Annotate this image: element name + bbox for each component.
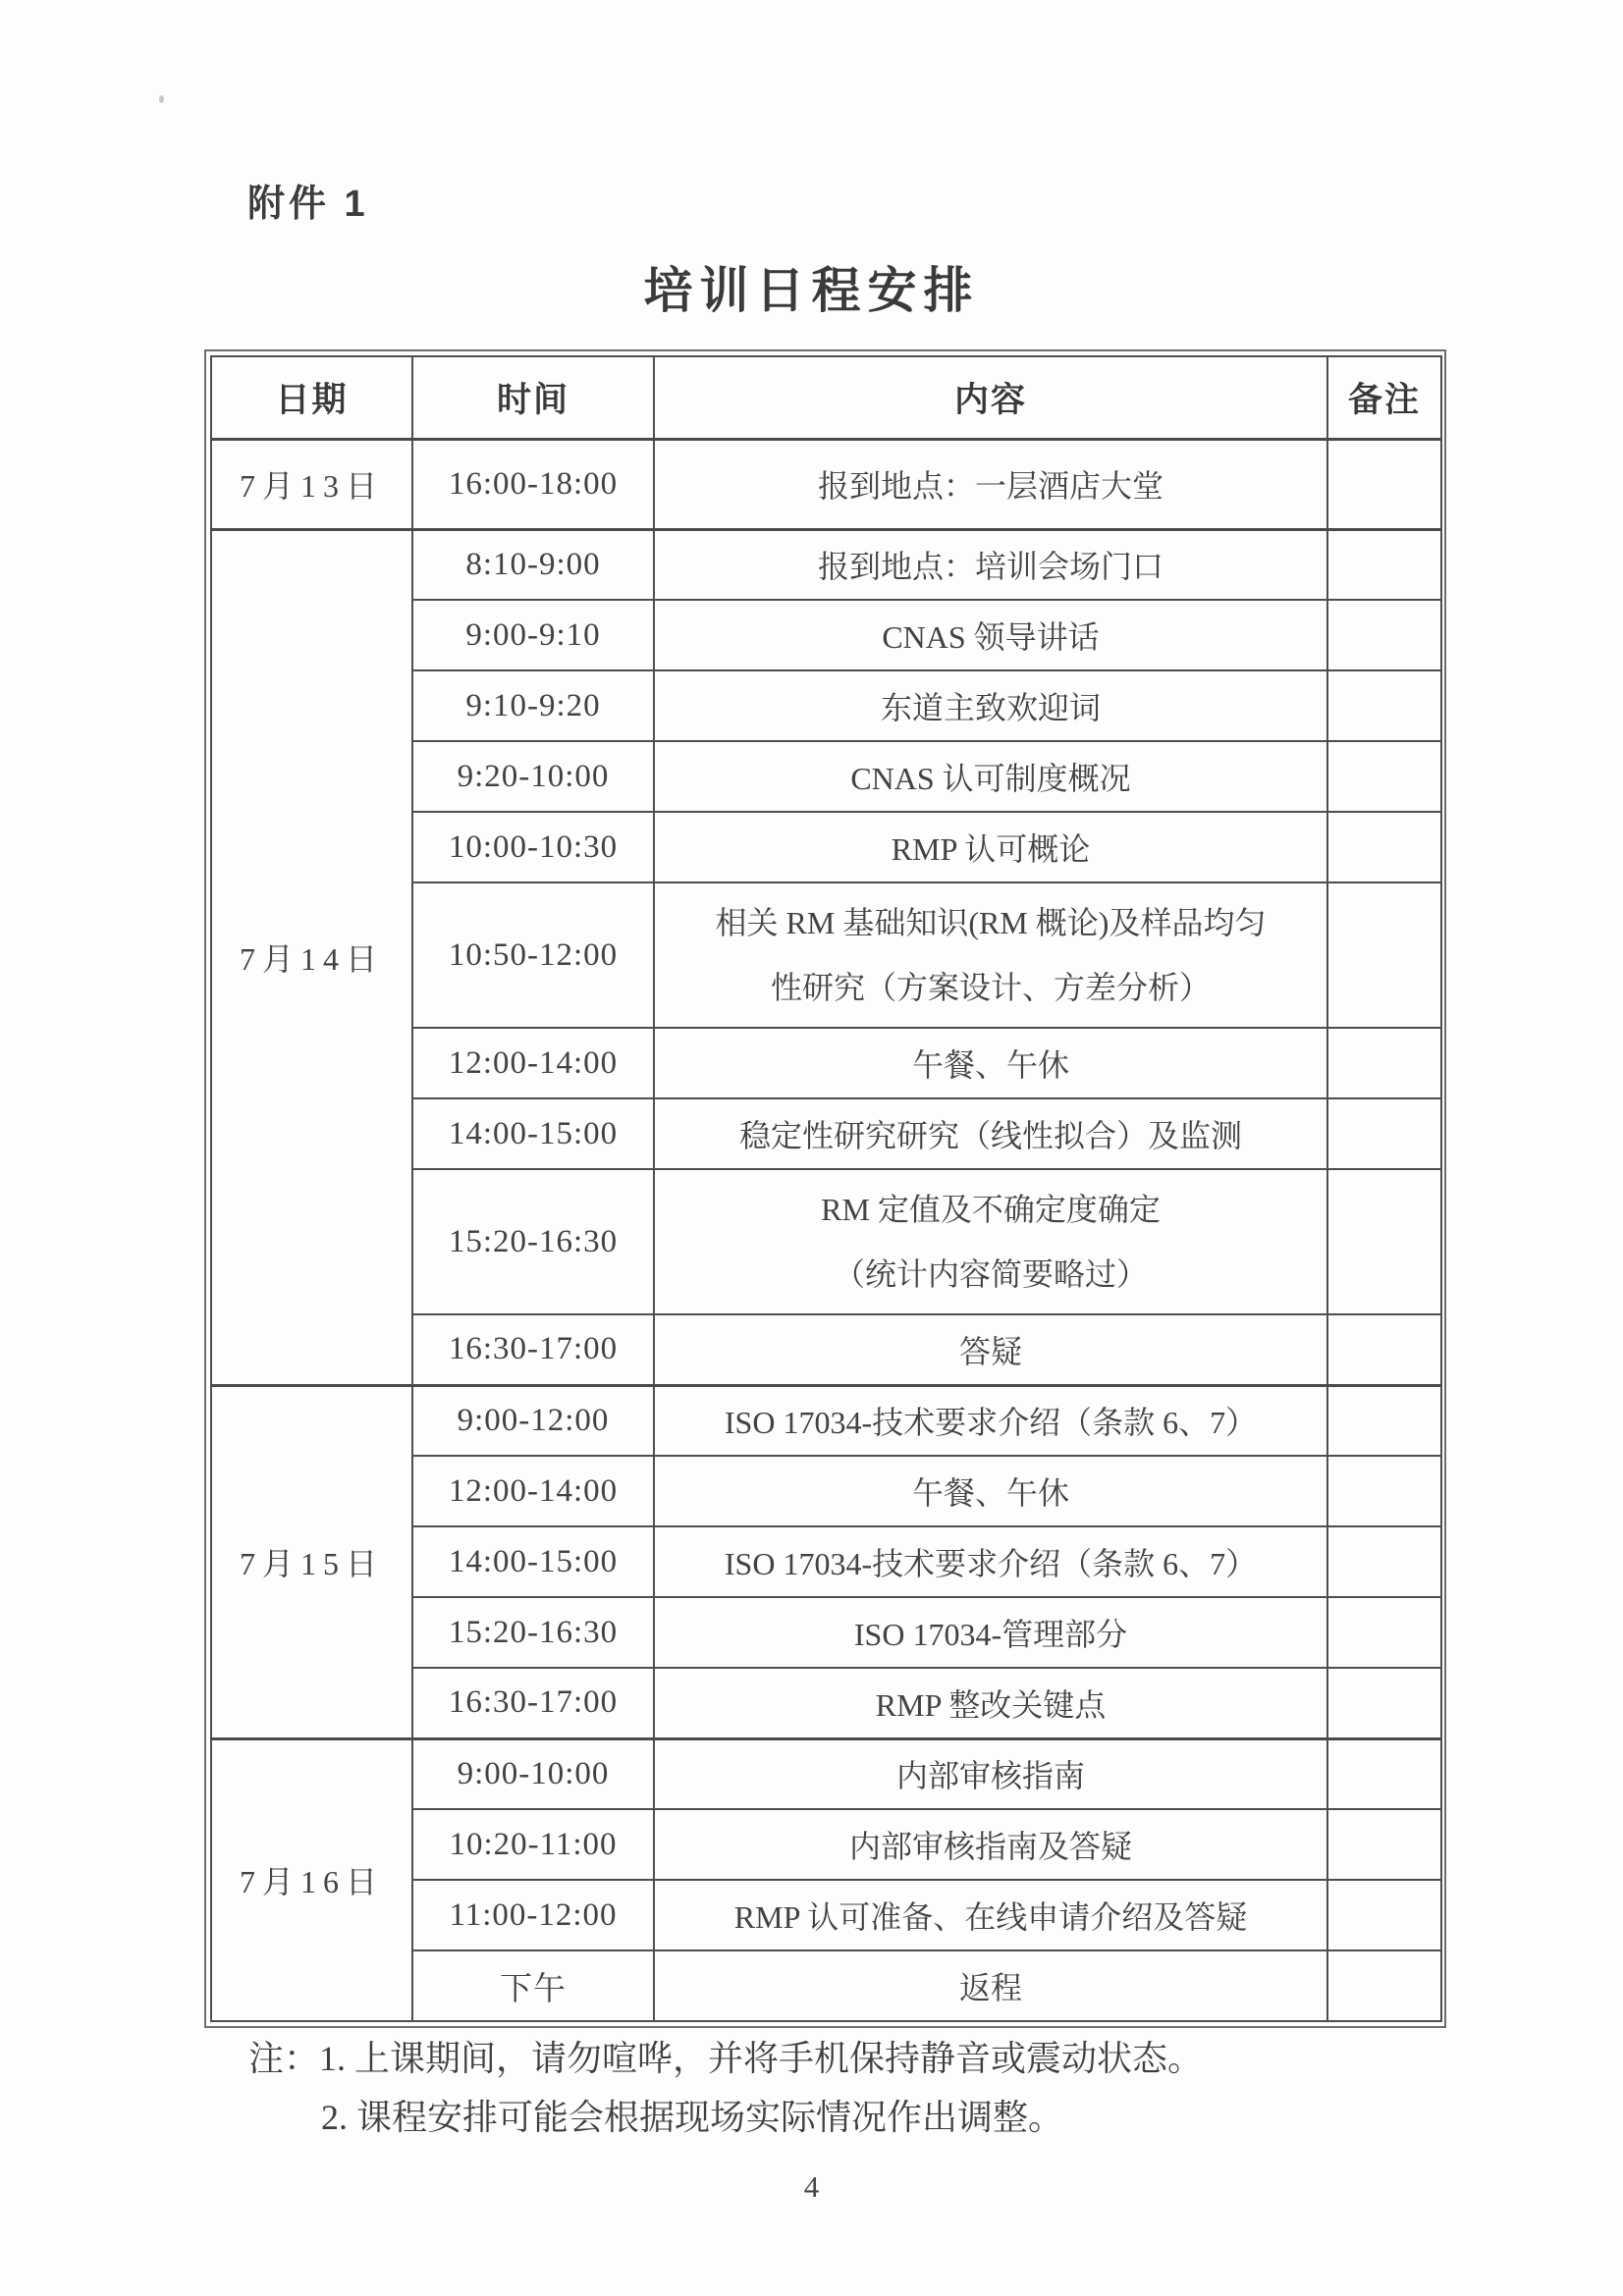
table-row — [211, 439, 1441, 529]
remark-cell — [1327, 1169, 1441, 1314]
time-cell: 9:00-9:10 — [412, 600, 654, 670]
content-cell: 报到地点：一层酒店大堂 — [654, 439, 1327, 529]
content-cell: ISO 17034-技术要求介绍（条款 6、7） — [654, 1385, 1327, 1456]
remark-cell — [1327, 741, 1441, 812]
remark-cell — [1327, 600, 1441, 670]
time-cell: 下午 — [412, 1950, 654, 2021]
time-cell: 14:00-15:00 — [412, 1526, 654, 1597]
remark-cell — [1327, 1098, 1441, 1169]
content-line: RM 定值及不确定度确定 — [821, 1192, 1161, 1227]
time-cell: 10:00-10:30 — [412, 812, 654, 882]
content-cell: 午餐、午休 — [654, 1456, 1327, 1526]
remark-cell — [1327, 1880, 1441, 1950]
time-cell: 16:00-18:00 — [412, 439, 654, 529]
remark-cell — [1327, 1668, 1441, 1738]
time-cell: 9:20-10:00 — [412, 741, 654, 812]
time-cell: 9:00-12:00 — [412, 1385, 654, 1456]
content-cell: 报到地点：培训会场门口 — [654, 529, 1327, 600]
table-row — [211, 1385, 1441, 1456]
time-cell: 9:00-10:00 — [412, 1738, 654, 1809]
notes-block — [248, 2036, 1427, 2154]
time-cell: 11:00-12:00 — [412, 1880, 654, 1950]
content-cell: 东道主致欢迎词 — [654, 670, 1327, 741]
content-line: （统计内容简要略过） — [833, 1256, 1148, 1292]
time-cell: 16:30-17:00 — [412, 1668, 654, 1738]
remark-cell — [1327, 1456, 1441, 1526]
time-cell: 10:50-12:00 — [412, 882, 654, 1028]
content-cell: ISO 17034-管理部分 — [654, 1597, 1327, 1668]
header-row — [211, 356, 1441, 439]
note-line-1: 注：1. 上课期间，请勿喧哗，并将手机保持静音或震动状态。 — [248, 2039, 1204, 2078]
content-cell: RMP 整改关键点 — [654, 1668, 1327, 1738]
schedule-table-frame — [204, 349, 1446, 2028]
content-line: 相关 RM 基础知识(RM 概论)及样品均匀 — [715, 905, 1267, 940]
remark-cell — [1327, 1950, 1441, 2021]
remark-cell — [1327, 1385, 1441, 1456]
note-line-2: 2. 课程安排可能会根据现场实际情况作出调整。 — [321, 2098, 1064, 2137]
date-cell: 7月15日 — [211, 1385, 412, 1738]
time-cell: 8:10-9:00 — [412, 529, 654, 600]
date-cell: 7月13日 — [211, 439, 412, 529]
date-cell: 7月16日 — [211, 1738, 412, 2021]
attachment-label: 附件 1 — [247, 184, 369, 225]
date-cell: 7月14日 — [211, 529, 412, 1385]
content-cell — [654, 882, 1327, 1028]
content-cell: 内部审核指南及答疑 — [654, 1809, 1327, 1880]
content-cell: 午餐、午休 — [654, 1028, 1327, 1098]
time-cell: 12:00-14:00 — [412, 1028, 654, 1098]
remark-cell — [1327, 1314, 1441, 1385]
content-cell: RMP 认可概论 — [654, 812, 1327, 882]
time-cell: 9:10-9:20 — [412, 670, 654, 741]
content-cell: CNAS 认可制度概况 — [654, 741, 1327, 812]
time-cell: 15:20-16:30 — [412, 1169, 654, 1314]
content-cell: 稳定性研究研究（线性拟合）及监测 — [654, 1098, 1327, 1169]
time-cell: 12:00-14:00 — [412, 1456, 654, 1526]
content-cell: 返程 — [654, 1950, 1327, 2021]
table-row — [211, 1738, 1441, 1809]
scan-speck — [159, 95, 164, 103]
content-cell: ISO 17034-技术要求介绍（条款 6、7） — [654, 1526, 1327, 1597]
content-cell: 内部审核指南 — [654, 1738, 1327, 1809]
time-cell: 14:00-15:00 — [412, 1098, 654, 1169]
header-cell-date: 日期 — [211, 356, 412, 439]
remark-cell — [1327, 882, 1441, 1028]
header-cell-remark: 备注 — [1327, 356, 1441, 439]
content-line: 性研究（方案设计、方差分析） — [770, 970, 1211, 1005]
remark-cell — [1327, 1738, 1441, 1809]
time-cell: 15:20-16:30 — [412, 1597, 654, 1668]
header-cell-content: 内容 — [654, 356, 1327, 439]
header-cell-time: 时间 — [412, 356, 654, 439]
remark-cell — [1327, 1028, 1441, 1098]
table-row — [211, 529, 1441, 600]
page-number: 4 — [803, 2169, 820, 2204]
content-cell: CNAS 领导讲话 — [654, 600, 1327, 670]
remark-cell — [1327, 1526, 1441, 1597]
remark-cell — [1327, 812, 1441, 882]
content-cell: 答疑 — [654, 1314, 1327, 1385]
schedule-table — [210, 355, 1442, 2022]
remark-cell — [1327, 670, 1441, 741]
remark-cell — [1327, 1597, 1441, 1668]
content-cell: RMP 认可准备、在线申请介绍及答疑 — [654, 1880, 1327, 1950]
time-cell: 10:20-11:00 — [412, 1809, 654, 1880]
remark-cell — [1327, 529, 1441, 600]
content-cell — [654, 1169, 1327, 1314]
time-cell: 16:30-17:00 — [412, 1314, 654, 1385]
remark-cell — [1327, 439, 1441, 529]
remark-cell — [1327, 1809, 1441, 1880]
page-title: 培训日程安排 — [643, 263, 980, 318]
